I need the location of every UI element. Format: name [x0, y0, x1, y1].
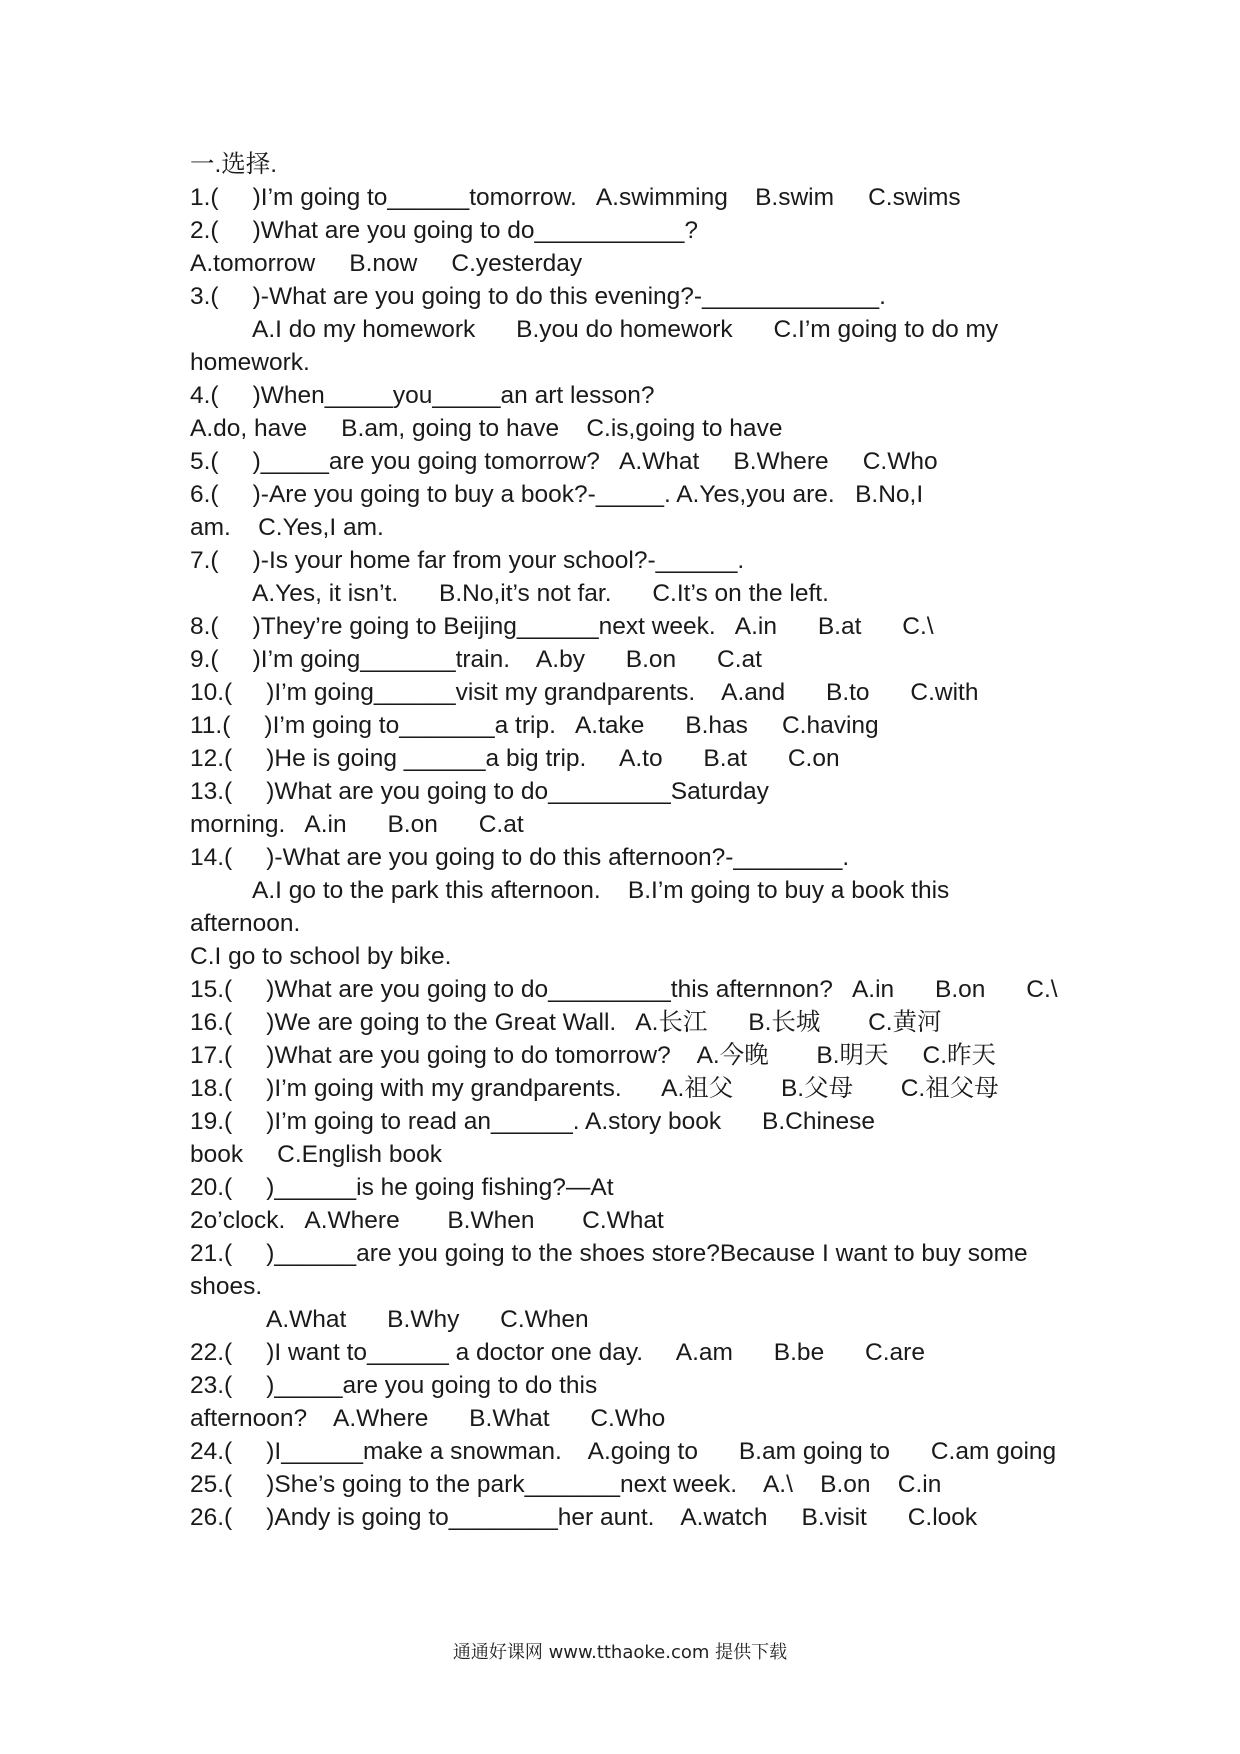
footer-credit: 通通好课网 www.tthaoke.com 提供下载: [452, 1642, 788, 1663]
question-line: C.I go to school by bike.: [190, 943, 452, 970]
question-line: 16.( )We are going to the Great Wall. A.长江 B.长城 C.黄河: [190, 1009, 942, 1036]
question-line: morning. A.in B.on C.at: [190, 811, 524, 838]
question-line: 14.( )-What are you going to do this afternoon?-________.: [190, 844, 850, 871]
question-line: 23.( )_____are you going to do this: [190, 1372, 598, 1399]
question-line: A.I go to the park this afternoon. B.I’m going to buy a book this: [252, 877, 950, 904]
question-line: 2o’clock. A.Where B.When C.What: [190, 1207, 664, 1234]
question-line: A.I do my homework B.you do homework C.I’m going to do my: [252, 316, 999, 343]
question-line: A.Yes, it isn’t. B.No,it’s not far. C.It’s on the left.: [252, 580, 829, 607]
question-line: am. C.Yes,I am.: [190, 514, 384, 541]
question-line: 13.( )What are you going to do_________Saturday: [190, 778, 769, 805]
question-line: 15.( )What are you going to do_________this afternnon? A.in B.on C.\: [190, 976, 1058, 1003]
question-line: 20.( )______is he going fishing?—At: [190, 1174, 614, 1201]
question-line: 22.( )I want to______ a doctor one day. A.am B.be C.are: [190, 1339, 925, 1366]
question-line: afternoon? A.Where B.What C.Who: [190, 1405, 666, 1432]
question-line: A.What B.Why C.When: [266, 1306, 589, 1333]
question-line: shoes.: [190, 1273, 263, 1300]
question-line: 10.( )I’m going______visit my grandparents. A.and B.to C.with: [190, 679, 979, 706]
question-line: A.tomorrow B.now C.yesterday: [190, 250, 583, 277]
question-line: 6.( )-Are you going to buy a book?-_____. A.Yes,you are. B.No,I: [190, 481, 924, 508]
question-line: 3.( )-What are you going to do this evening?-_____________.: [190, 283, 886, 310]
question-line: 7.( )-Is your home far from your school?-______.: [190, 547, 745, 574]
question-line: 5.( )_____are you going tomorrow? A.What B.Where C.Who: [190, 448, 938, 475]
question-line: 25.( )She’s going to the park_______next week. A.\ B.on C.in: [190, 1471, 942, 1498]
section-title: 一.选择.: [190, 151, 278, 178]
question-line: 4.( )When_____you_____an art lesson?: [190, 382, 655, 409]
question-line: 12.( )He is going ______a big trip. A.to B.at C.on: [190, 745, 840, 772]
question-line: 21.( )______are you going to the shoes store?Because I want to buy some: [190, 1240, 1028, 1267]
question-line: 19.( )I’m going to read an______. A.story book B.Chinese: [190, 1108, 876, 1135]
question-line: 2.( )What are you going to do___________?: [190, 217, 699, 244]
worksheet: [190, 148, 1090, 1534]
question-line: afternoon.: [190, 910, 301, 937]
question-line: book C.English book: [190, 1141, 442, 1168]
question-line: 11.( )I’m going to_______a trip. A.take B.has C.having: [190, 712, 879, 739]
question-list: [190, 181, 1090, 1534]
question-line: 26.( )Andy is going to________her aunt. A.watch B.visit C.look: [190, 1504, 978, 1531]
question-line: A.do, have B.am, going to have C.is,going to have: [190, 415, 783, 442]
question-line: 17.( )What are you going to do tomorrow? A.今晚 B.明天 C.昨天: [190, 1042, 997, 1069]
question-line: 24.( )I______make a snowman. A.going to B.am going to C.am going: [190, 1438, 1057, 1465]
question-line: 1.( )I’m going to______tomorrow. A.swimming B.swim C.swims: [190, 184, 961, 211]
question-line: 9.( )I’m going_______train. A.by B.on C.at: [190, 646, 762, 673]
question-line: 18.( )I’m going with my grandparents. A.祖父 B.父母 C.祖父母: [190, 1075, 999, 1102]
question-line: 8.( )They’re going to Beijing______next week. A.in B.at C.\: [190, 613, 934, 640]
question-line: homework.: [190, 349, 310, 376]
